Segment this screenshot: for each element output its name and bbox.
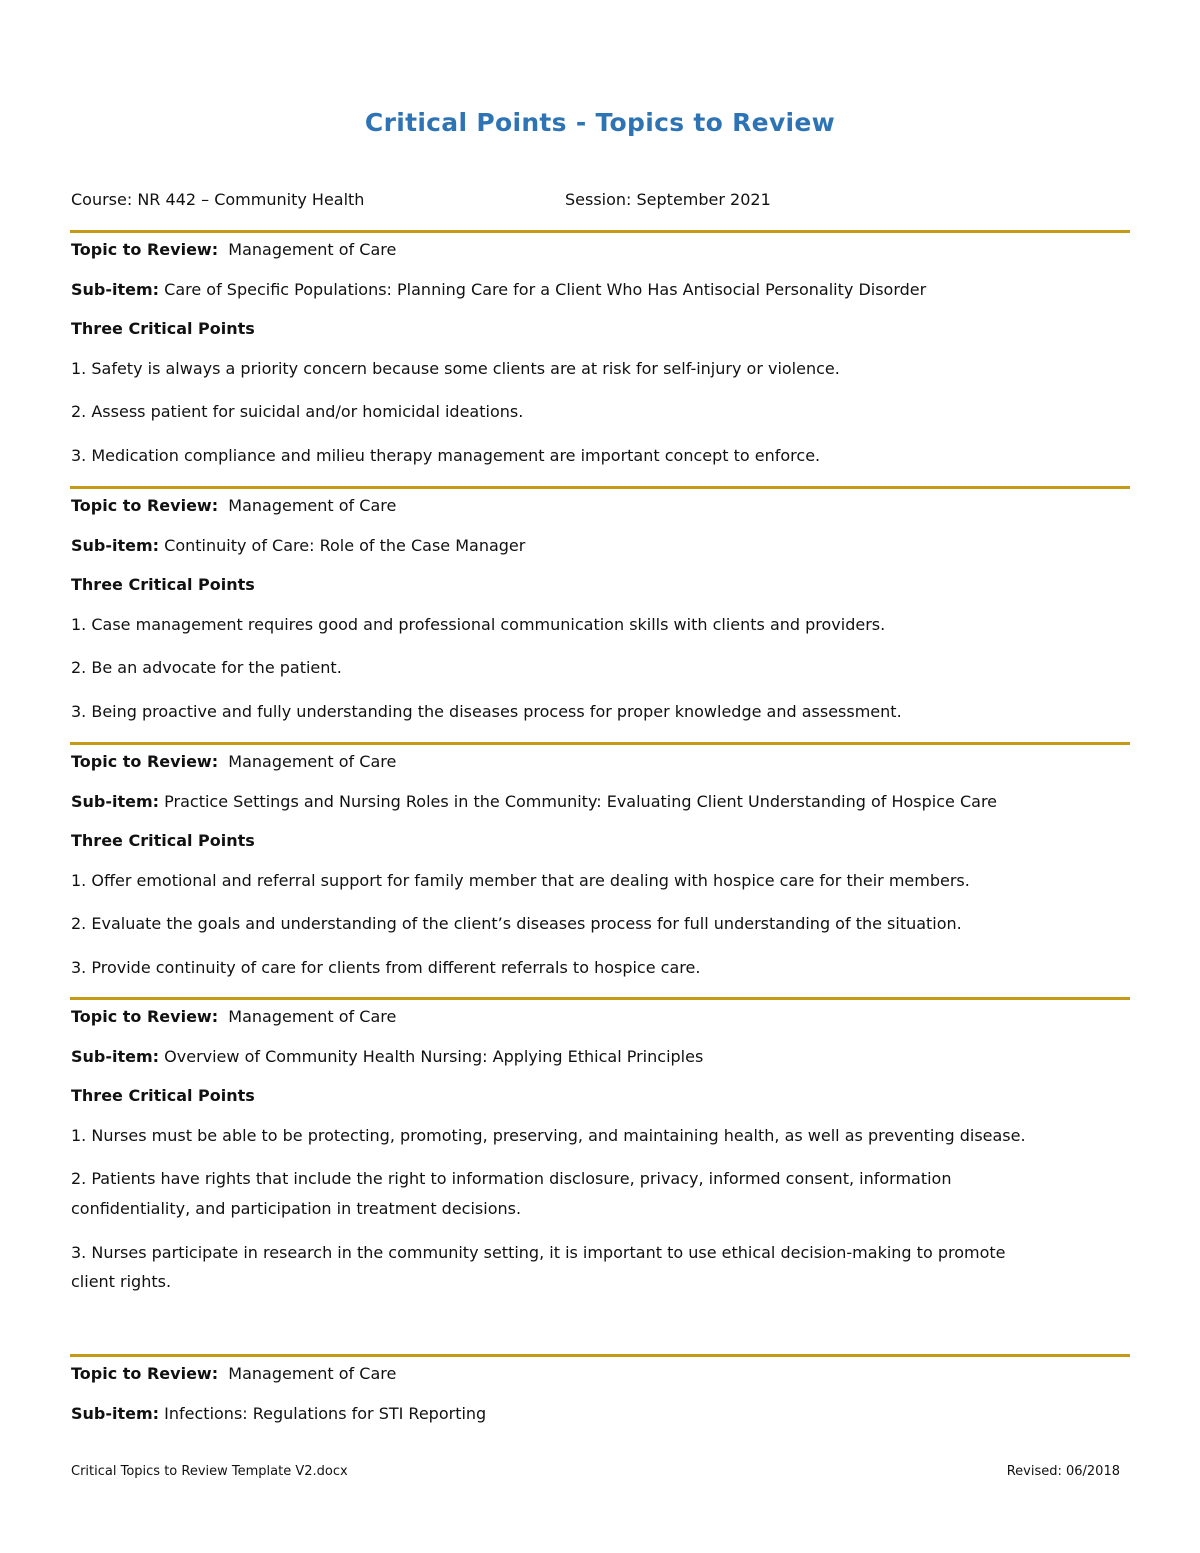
critical-point-line [71, 1199, 521, 1218]
subitem-value: Infections: Regulations for STI Reporting [164, 1404, 487, 1423]
subitem-label: Sub-item: [71, 792, 160, 811]
subitem-value: Care of Specific Populations: Planning Care for a Client Who Has Antisocial Personality Disorder [164, 280, 927, 299]
topic-value: Management of Care [228, 1364, 397, 1383]
critical-point-line [71, 914, 962, 933]
point-number: 1. [71, 359, 87, 378]
critical-point-line [71, 658, 342, 677]
point-text: Being proactive and fully understanding the diseases process for proper knowledge and assessment. [91, 702, 902, 721]
point-number: 1. [71, 1126, 87, 1145]
point-text: Medication compliance and milieu therapy management are important concept to enforce. [91, 446, 821, 465]
critical-point-line [71, 446, 820, 465]
three-critical-points-heading [71, 575, 255, 594]
section-divider [70, 486, 1130, 489]
critical-point-line [71, 871, 970, 890]
point-number: 2. [71, 658, 87, 677]
topic-value: Management of Care [228, 752, 397, 771]
topic-label: Topic to Review: [71, 1364, 219, 1383]
point-number: 3. [71, 446, 87, 465]
three-critical-points-heading [71, 831, 255, 850]
topic-label: Topic to Review: [71, 752, 219, 771]
session-label: Session: September 2021 [565, 190, 771, 209]
point-text: Evaluate the goals and understanding of the client’s diseases process for full understanding of the situation. [91, 914, 962, 933]
subitem-line [71, 1404, 486, 1423]
point-text: Assess patient for suicidal and/or homicidal ideations. [91, 402, 524, 421]
point-text: Nurses participate in research in the community setting, it is important to use ethical decision-making to promote [91, 1243, 1006, 1262]
subitem-line [71, 792, 997, 811]
point-number: 1. [71, 615, 87, 634]
critical-point-line [71, 359, 840, 378]
subitem-label: Sub-item: [71, 1047, 160, 1066]
point-number: 3. [71, 702, 87, 721]
three-critical-points-label: Three Critical Points [71, 831, 255, 850]
point-text: confidentiality, and participation in treatment decisions. [71, 1199, 522, 1218]
three-critical-points-heading [71, 1086, 255, 1105]
point-number: 2. [71, 402, 87, 421]
point-text: Nurses must be able to be protecting, promoting, preserving, and maintaining health, as well as preventing disease. [91, 1126, 1026, 1145]
critical-point-line [71, 958, 700, 977]
three-critical-points-label: Three Critical Points [71, 319, 255, 338]
three-critical-points-label: Three Critical Points [71, 1086, 255, 1105]
point-text: Patients have rights that include the right to information disclosure, privacy, informed consent, information [91, 1169, 952, 1188]
critical-point-line [71, 1272, 171, 1291]
topic-value: Management of Care [228, 240, 397, 259]
subitem-label: Sub-item: [71, 1404, 160, 1423]
subitem-label: Sub-item: [71, 536, 160, 555]
point-number: 1. [71, 871, 87, 890]
topic-label: Topic to Review: [71, 496, 219, 515]
subitem-value: Practice Settings and Nursing Roles in the Community: Evaluating Client Understanding of Hospice Care [164, 792, 998, 811]
section-divider [70, 742, 1130, 745]
topic-line [71, 1007, 396, 1026]
point-number: 2. [71, 914, 87, 933]
course-label: Course: NR 442 – Community Health [71, 190, 365, 209]
topic-value: Management of Care [228, 1007, 397, 1026]
three-critical-points-heading [71, 319, 255, 338]
section-divider [70, 230, 1130, 233]
point-text: Safety is always a priority concern because some clients are at risk for self-injury or violence. [91, 359, 840, 378]
footer-revised: Revised: 06/2018 [1006, 1464, 1120, 1479]
subitem-label: Sub-item: [71, 280, 160, 299]
point-text: Case management requires good and professional communication skills with clients and providers. [91, 615, 886, 634]
section-divider [70, 997, 1130, 1000]
topic-line [71, 240, 396, 259]
critical-point-line [71, 402, 523, 421]
topic-line [71, 1364, 396, 1383]
subitem-value: Overview of Community Health Nursing: Applying Ethical Principles [164, 1047, 704, 1066]
topic-value: Management of Care [228, 496, 397, 515]
footer-filename: Critical Topics to Review Template V2.docx [71, 1464, 348, 1479]
point-text: Offer emotional and referral support for family member that are dealing with hospice care for their members. [91, 871, 970, 890]
page-title: Critical Points - Topics to Review [364, 108, 836, 137]
critical-point-line [71, 615, 885, 634]
three-critical-points-label: Three Critical Points [71, 575, 255, 594]
topic-label: Topic to Review: [71, 240, 219, 259]
point-number: 3. [71, 958, 87, 977]
subitem-line [71, 536, 525, 555]
subitem-value: Continuity of Care: Role of the Case Manager [164, 536, 526, 555]
subitem-line [71, 280, 926, 299]
critical-point-line [71, 1243, 1005, 1262]
point-number: 3. [71, 1243, 87, 1262]
topic-line [71, 752, 396, 771]
critical-point-line [71, 1126, 1026, 1145]
subitem-line [71, 1047, 703, 1066]
point-text: client rights. [71, 1272, 172, 1291]
critical-point-line [71, 702, 902, 721]
point-number: 2. [71, 1169, 87, 1188]
topic-label: Topic to Review: [71, 1007, 219, 1026]
critical-point-line [71, 1169, 951, 1188]
point-text: Be an advocate for the patient. [91, 658, 342, 677]
point-text: Provide continuity of care for clients from different referrals to hospice care. [91, 958, 701, 977]
topic-line [71, 496, 396, 515]
section-divider [70, 1354, 1130, 1357]
